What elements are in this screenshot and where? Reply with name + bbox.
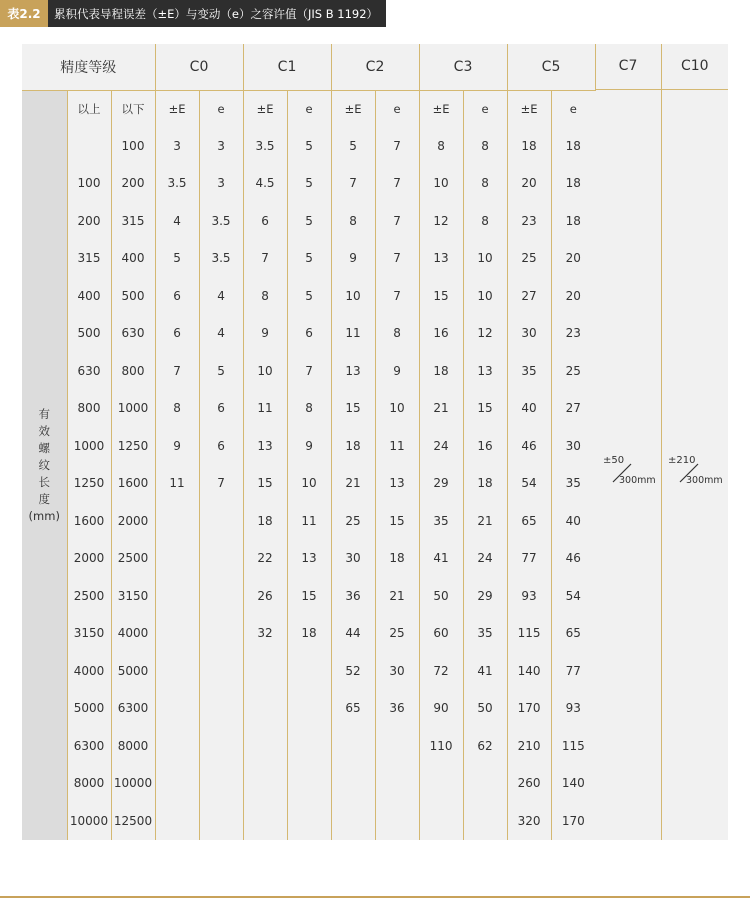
cell-c5E: 54 bbox=[507, 465, 551, 503]
cell-c1e: 10 bbox=[287, 465, 331, 503]
cell-above: 2000 bbox=[67, 540, 111, 578]
cell-c1E: 26 bbox=[243, 577, 287, 615]
cell-c1e: 13 bbox=[287, 540, 331, 578]
cell-c0E: 3.5 bbox=[155, 165, 199, 203]
cell-c3E: 10 bbox=[419, 165, 463, 203]
cell-c5e: 35 bbox=[565, 476, 581, 491]
cell-c0e: 3.5 bbox=[199, 240, 243, 278]
cell-c5e: 23 bbox=[565, 326, 581, 341]
cell-c1e: 5 bbox=[287, 165, 331, 203]
cell-c5E: 23 bbox=[507, 202, 551, 240]
cell-c3E bbox=[419, 802, 463, 840]
c7-bottom: 300mm bbox=[619, 474, 656, 486]
cell-c3e: 10 bbox=[463, 240, 507, 278]
c10-top: ±210 bbox=[667, 454, 696, 466]
cell-c1e: 5 bbox=[287, 127, 331, 165]
col-c5-E: ±E bbox=[507, 91, 551, 128]
cell-c2e bbox=[375, 727, 419, 765]
cell-c3e: 8 bbox=[463, 165, 507, 203]
cell-c2e: 7 bbox=[375, 277, 419, 315]
cell-c0e bbox=[199, 577, 243, 615]
cell-c5e: 40 bbox=[565, 513, 581, 528]
cell-c5E: 93 bbox=[507, 577, 551, 615]
cell-c0E bbox=[155, 727, 199, 765]
cell-c3E: 41 bbox=[419, 540, 463, 578]
c7-slash-fraction bbox=[597, 451, 659, 491]
cell-c1E bbox=[243, 765, 287, 803]
c7-column bbox=[595, 44, 661, 840]
side-label-char: 度 bbox=[38, 491, 50, 506]
cell-c1E: 3.5 bbox=[243, 127, 287, 165]
cell-above: 4000 bbox=[67, 652, 111, 690]
cell-c0E: 3 bbox=[155, 127, 199, 165]
cell-c1E bbox=[243, 802, 287, 840]
cell-c5E: 140 bbox=[507, 652, 551, 690]
side-label-char: 效 bbox=[38, 423, 50, 438]
col-c0-E: ±E bbox=[155, 91, 199, 128]
cell-c0E: 11 bbox=[155, 465, 199, 503]
cell-c1E: 9 bbox=[243, 315, 287, 353]
cell-c0e: 5 bbox=[199, 352, 243, 390]
cell-c3E: 90 bbox=[419, 690, 463, 728]
cell-c5E: 20 bbox=[507, 165, 551, 203]
c10-tolerance bbox=[662, 44, 729, 491]
cell-c0e bbox=[199, 652, 243, 690]
grade-c10: C10 bbox=[680, 58, 709, 74]
cell-c1e bbox=[287, 802, 331, 840]
grade-c3: C3 bbox=[419, 44, 507, 91]
cell-c3e: 41 bbox=[463, 652, 507, 690]
cell-above: 3150 bbox=[67, 615, 111, 653]
cell-c0E bbox=[155, 802, 199, 840]
cell-c0E bbox=[155, 765, 199, 803]
cell-above: 315 bbox=[67, 240, 111, 278]
cell-c5e: 18 bbox=[565, 213, 581, 228]
cell-c5e: 18 bbox=[565, 138, 581, 153]
cell-c2e: 15 bbox=[375, 502, 419, 540]
cell-c2e: 18 bbox=[375, 540, 419, 578]
cell-c5e: 18 bbox=[565, 176, 581, 191]
cell-c0e bbox=[199, 615, 243, 653]
cell-c1e: 5 bbox=[287, 277, 331, 315]
cell-c1E: 10 bbox=[243, 352, 287, 390]
side-label-char: 纹 bbox=[38, 457, 50, 472]
cell-c1e: 6 bbox=[287, 315, 331, 353]
cell-c1E: 15 bbox=[243, 465, 287, 503]
cell-c1e: 8 bbox=[287, 390, 331, 428]
side-label-char: 长 bbox=[38, 474, 50, 489]
cell-c5e: 20 bbox=[565, 251, 581, 266]
cell-below: 800 bbox=[111, 352, 155, 390]
cell-c0e: 3 bbox=[199, 165, 243, 203]
cell-c5E: 115 bbox=[507, 615, 551, 653]
cell-below: 630 bbox=[111, 315, 155, 353]
cell-c2E: 7 bbox=[331, 165, 375, 203]
grade-label: 精度等级 bbox=[22, 44, 155, 91]
cell-above: 1600 bbox=[67, 502, 111, 540]
cell-below: 8000 bbox=[111, 727, 155, 765]
side-label-unit: (mm) bbox=[28, 508, 60, 523]
cell-c0e: 7 bbox=[199, 465, 243, 503]
cell-c3e: 21 bbox=[463, 502, 507, 540]
col-above: 以上 bbox=[67, 91, 111, 128]
cell-above: 630 bbox=[67, 352, 111, 390]
cell-above: 500 bbox=[67, 315, 111, 353]
cell-c0E: 4 bbox=[155, 202, 199, 240]
cell-c3E: 60 bbox=[419, 615, 463, 653]
cell-c0E: 8 bbox=[155, 390, 199, 428]
cell-c1e bbox=[287, 690, 331, 728]
cell-c2e: 9 bbox=[375, 352, 419, 390]
cell-c5E: 210 bbox=[507, 727, 551, 765]
cell-above: 1250 bbox=[67, 465, 111, 503]
cell-below: 6300 bbox=[111, 690, 155, 728]
cell-c3E: 13 bbox=[419, 240, 463, 278]
col-c0-e: e bbox=[199, 91, 243, 128]
cell-below: 10000 bbox=[111, 765, 155, 803]
cell-c0e: 6 bbox=[199, 427, 243, 465]
cell-c2E: 36 bbox=[331, 577, 375, 615]
cell-c1e bbox=[287, 652, 331, 690]
cell-c3e bbox=[463, 802, 507, 840]
grade-c7: C7 bbox=[618, 58, 638, 74]
cell-below: 4000 bbox=[111, 615, 155, 653]
cell-c3e: 50 bbox=[463, 690, 507, 728]
cell-c1E: 4.5 bbox=[243, 165, 287, 203]
cell-c2E: 18 bbox=[331, 427, 375, 465]
cell-c0E bbox=[155, 615, 199, 653]
cell-c5e: 93 bbox=[565, 701, 581, 716]
cell-c0E bbox=[155, 502, 199, 540]
cell-c5E: 30 bbox=[507, 315, 551, 353]
cell-below: 1600 bbox=[111, 465, 155, 503]
cell-c3e: 10 bbox=[463, 277, 507, 315]
cell-c2E: 10 bbox=[331, 277, 375, 315]
c10-slash-fraction bbox=[664, 451, 726, 491]
cell-below: 500 bbox=[111, 277, 155, 315]
cell-c5e: 20 bbox=[565, 288, 581, 303]
cell-c2e: 30 bbox=[375, 652, 419, 690]
c10-bottom: 300mm bbox=[685, 474, 723, 486]
cell-c2e: 7 bbox=[375, 127, 419, 165]
cell-c5E: 260 bbox=[507, 765, 551, 803]
cell-c1e bbox=[287, 765, 331, 803]
table-title-bar bbox=[0, 0, 386, 27]
cell-c2E: 8 bbox=[331, 202, 375, 240]
cell-c3e: 16 bbox=[463, 427, 507, 465]
cell-below: 5000 bbox=[111, 652, 155, 690]
cell-c0e bbox=[199, 502, 243, 540]
cell-c3e: 18 bbox=[463, 465, 507, 503]
cell-c3e bbox=[463, 765, 507, 803]
cell-c5e: 54 bbox=[565, 588, 581, 603]
cell-below: 2500 bbox=[111, 540, 155, 578]
cell-c3e: 62 bbox=[463, 727, 507, 765]
cell-c2e: 25 bbox=[375, 615, 419, 653]
cell-c0E bbox=[155, 690, 199, 728]
cell-c5E: 35 bbox=[507, 352, 551, 390]
cell-c3E: 35 bbox=[419, 502, 463, 540]
cell-c5e: 25 bbox=[565, 363, 581, 378]
cell-above: 1000 bbox=[67, 427, 111, 465]
cell-below: 3150 bbox=[111, 577, 155, 615]
side-label-char: 螺 bbox=[38, 440, 50, 455]
cell-above: 800 bbox=[67, 390, 111, 428]
cell-c0e bbox=[199, 765, 243, 803]
cell-below: 2000 bbox=[111, 502, 155, 540]
cell-c1e: 15 bbox=[287, 577, 331, 615]
cell-c3e: 8 bbox=[463, 202, 507, 240]
cell-c5E: 27 bbox=[507, 277, 551, 315]
cell-c0E: 5 bbox=[155, 240, 199, 278]
cell-c1E: 7 bbox=[243, 240, 287, 278]
cell-c3E: 29 bbox=[419, 465, 463, 503]
cell-c2e: 7 bbox=[375, 165, 419, 203]
cell-c1E: 11 bbox=[243, 390, 287, 428]
cell-c1E bbox=[243, 652, 287, 690]
cell-c1e: 5 bbox=[287, 240, 331, 278]
cell-c2E: 13 bbox=[331, 352, 375, 390]
cell-c5e: 27 bbox=[565, 401, 581, 416]
col-c2-e: e bbox=[375, 91, 419, 128]
cell-below: 200 bbox=[111, 165, 155, 203]
cell-above: 5000 bbox=[67, 690, 111, 728]
cell-c2E: 52 bbox=[331, 652, 375, 690]
cell-above: 6300 bbox=[67, 727, 111, 765]
cell-c0E: 9 bbox=[155, 427, 199, 465]
cell-c1e: 11 bbox=[287, 502, 331, 540]
col-c1-E: ±E bbox=[243, 91, 287, 128]
grade-c5: C5 bbox=[507, 44, 595, 91]
cell-below: 400 bbox=[111, 240, 155, 278]
c7-top: ±50 bbox=[603, 454, 625, 466]
cell-c1e: 7 bbox=[287, 352, 331, 390]
cell-above: 200 bbox=[67, 202, 111, 240]
cell-below: 1250 bbox=[111, 427, 155, 465]
cell-c2E: 15 bbox=[331, 390, 375, 428]
cell-c5e: 140 bbox=[561, 776, 585, 791]
cell-c5E: 18 bbox=[507, 127, 551, 165]
cell-c5e: 65 bbox=[565, 626, 581, 641]
cell-c5E: 46 bbox=[507, 427, 551, 465]
cell-c3e: 15 bbox=[463, 390, 507, 428]
cell-c3e: 24 bbox=[463, 540, 507, 578]
cell-c2E bbox=[331, 727, 375, 765]
cell-c2e: 21 bbox=[375, 577, 419, 615]
cell-below: 1000 bbox=[111, 390, 155, 428]
cell-c3e: 12 bbox=[463, 315, 507, 353]
cell-c0E: 6 bbox=[155, 277, 199, 315]
cell-c5e: 115 bbox=[561, 738, 585, 753]
cell-c2E: 21 bbox=[331, 465, 375, 503]
cell-c3E: 15 bbox=[419, 277, 463, 315]
cell-below: 315 bbox=[111, 202, 155, 240]
cell-c3E: 110 bbox=[419, 727, 463, 765]
table-title: 累积代表导程误差（±E）与变动（e）之容许值（JIS B 1192） bbox=[54, 6, 379, 21]
cell-c0E: 6 bbox=[155, 315, 199, 353]
cell-c3e: 29 bbox=[463, 577, 507, 615]
cell-c2E bbox=[331, 802, 375, 840]
cell-c1E: 13 bbox=[243, 427, 287, 465]
cell-c2E: 25 bbox=[331, 502, 375, 540]
cell-c1e: 9 bbox=[287, 427, 331, 465]
cell-c5e: 77 bbox=[565, 663, 581, 678]
cell-c3E: 16 bbox=[419, 315, 463, 353]
cell-c0E bbox=[155, 652, 199, 690]
cell-c3E: 50 bbox=[419, 577, 463, 615]
cell-c2E: 9 bbox=[331, 240, 375, 278]
cell-c3E: 8 bbox=[419, 127, 463, 165]
cell-c5E: 170 bbox=[507, 690, 551, 728]
cell-c0E bbox=[155, 540, 199, 578]
cell-c0e: 6 bbox=[199, 390, 243, 428]
cell-c2e bbox=[375, 802, 419, 840]
c10-column bbox=[661, 44, 728, 840]
cell-c0e bbox=[199, 690, 243, 728]
cell-above: 400 bbox=[67, 277, 111, 315]
header-row bbox=[22, 44, 728, 91]
cell-c3E: 21 bbox=[419, 390, 463, 428]
cell-c2e: 13 bbox=[375, 465, 419, 503]
cell-c1e: 5 bbox=[287, 202, 331, 240]
cell-c0e bbox=[199, 540, 243, 578]
cell-c1E: 8 bbox=[243, 277, 287, 315]
col-c5-e: e bbox=[569, 102, 577, 116]
cell-c3E bbox=[419, 765, 463, 803]
cell-above: 10000 bbox=[67, 802, 111, 840]
cell-c2E: 30 bbox=[331, 540, 375, 578]
cell-c3e: 35 bbox=[463, 615, 507, 653]
cell-c2e: 7 bbox=[375, 202, 419, 240]
cell-c2e: 7 bbox=[375, 240, 419, 278]
cell-c2E bbox=[331, 765, 375, 803]
cell-c0e: 4 bbox=[199, 277, 243, 315]
cell-c2E: 5 bbox=[331, 127, 375, 165]
side-label-char: 有 bbox=[38, 406, 50, 421]
cell-c5E: 25 bbox=[507, 240, 551, 278]
col-c3-e: e bbox=[463, 91, 507, 128]
cell-c1E: 32 bbox=[243, 615, 287, 653]
col-c1-e: e bbox=[287, 91, 331, 128]
table-number-badge: 表2.2 bbox=[0, 0, 48, 27]
tolerance-table bbox=[22, 44, 728, 840]
cell-c0e: 3 bbox=[199, 127, 243, 165]
cell-c0e bbox=[199, 802, 243, 840]
cell-c2E: 65 bbox=[331, 690, 375, 728]
cell-c1e bbox=[287, 727, 331, 765]
cell-c5E: 40 bbox=[507, 390, 551, 428]
cell-c2E: 44 bbox=[331, 615, 375, 653]
cell-c3E: 18 bbox=[419, 352, 463, 390]
cell-above: 8000 bbox=[67, 765, 111, 803]
cell-c2e bbox=[375, 765, 419, 803]
cell-c0e: 4 bbox=[199, 315, 243, 353]
col-c3-E: ±E bbox=[419, 91, 463, 128]
cell-c3e: 8 bbox=[463, 127, 507, 165]
cell-below: 12500 bbox=[111, 802, 155, 840]
cell-c1e: 18 bbox=[287, 615, 331, 653]
grade-c0: C0 bbox=[155, 44, 243, 91]
cell-above: 100 bbox=[67, 165, 111, 203]
c7-tolerance bbox=[596, 44, 661, 491]
cell-c5e: 30 bbox=[565, 438, 581, 453]
tolerance-table-container bbox=[22, 44, 728, 868]
bottom-divider bbox=[0, 896, 750, 898]
grade-c1: C1 bbox=[243, 44, 331, 91]
cell-c0E bbox=[155, 577, 199, 615]
cell-c1E: 6 bbox=[243, 202, 287, 240]
cell-above: 2500 bbox=[67, 577, 111, 615]
cell-c3E: 12 bbox=[419, 202, 463, 240]
cell-c2E: 11 bbox=[331, 315, 375, 353]
cell-c5E: 77 bbox=[507, 540, 551, 578]
cell-c2e: 36 bbox=[375, 690, 419, 728]
cell-c1E: 22 bbox=[243, 540, 287, 578]
cell-c3e: 13 bbox=[463, 352, 507, 390]
cell-c0E: 7 bbox=[155, 352, 199, 390]
cell-c5e: 170 bbox=[561, 813, 585, 828]
cell-c5e: 46 bbox=[565, 551, 581, 566]
grade-c2: C2 bbox=[331, 44, 419, 91]
cell-c2e: 11 bbox=[375, 427, 419, 465]
col-below: 以下 bbox=[111, 91, 155, 128]
cell-below: 100 bbox=[111, 127, 155, 165]
cell-c2e: 8 bbox=[375, 315, 419, 353]
cell-c0e: 3.5 bbox=[199, 202, 243, 240]
cell-c1E bbox=[243, 727, 287, 765]
col-c2-E: ±E bbox=[331, 91, 375, 128]
cell-c0e bbox=[199, 727, 243, 765]
cell-c1E: 18 bbox=[243, 502, 287, 540]
cell-c5E: 320 bbox=[507, 802, 551, 840]
effective-thread-length-label bbox=[22, 91, 67, 840]
cell-c5E: 65 bbox=[507, 502, 551, 540]
cell-above bbox=[67, 127, 111, 165]
cell-c1E bbox=[243, 690, 287, 728]
cell-c3E: 72 bbox=[419, 652, 463, 690]
cell-c2e: 10 bbox=[375, 390, 419, 428]
cell-c3E: 24 bbox=[419, 427, 463, 465]
